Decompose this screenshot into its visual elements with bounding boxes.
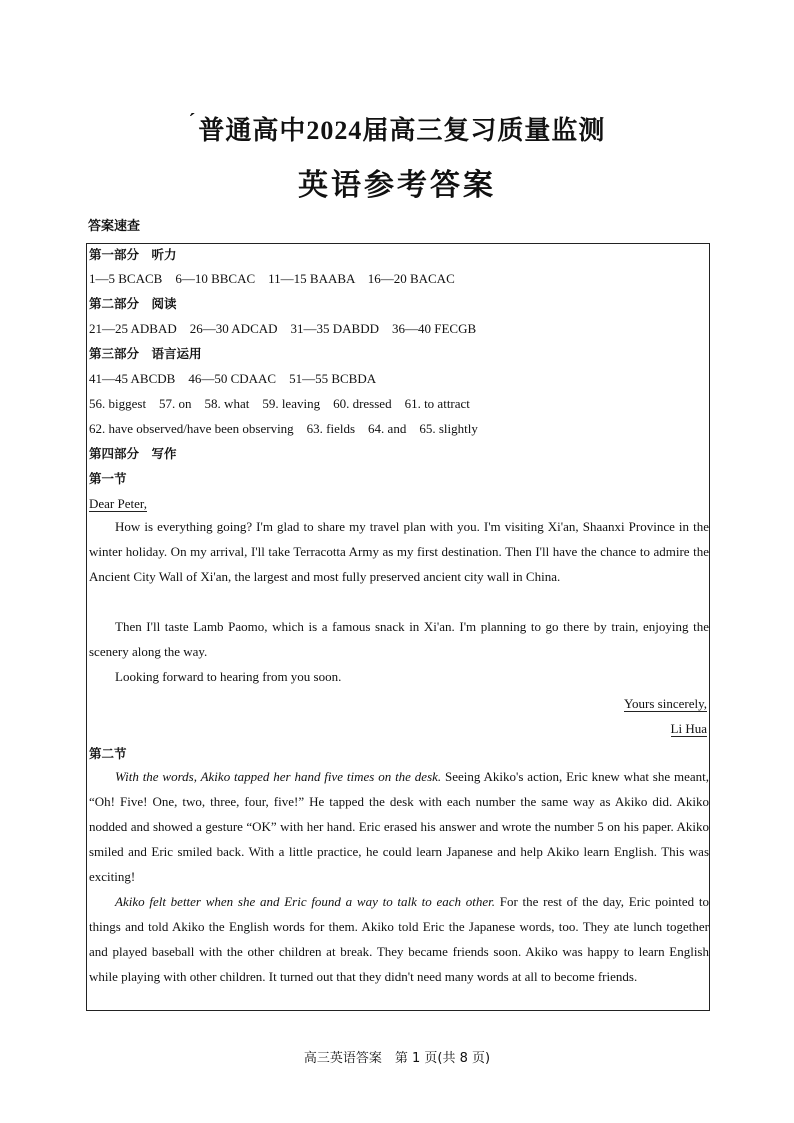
part1-answers: 1—5 BCACB 6—10 BBCAC 11—15 BAABA 16—20 BACAC — [89, 271, 455, 286]
page-subtitle: 英语参考答案 — [298, 168, 496, 203]
part4-heading: 第四部分 写作 — [89, 446, 177, 461]
story-paragraph-1-text: Seeing Akiko's action, Eric knew what she meant, “Oh! Five! One, two, three, four, five!” He tapped the desk with each number the same way as Akiko did. Akiko nodded and showed a gesture “OK” with her hand. Eric erased his answer and wrote the number 5 on his paper. Akiko smiled and Eric smiled back. With a little practice, he could learn Japanese and help Akiko learn English. This was exciting! — [89, 769, 709, 884]
section1-heading: 第一节 — [89, 471, 127, 486]
salutation-text: Dear Peter, — [89, 496, 147, 511]
letter-paragraph-1-text: How is everything going? I'm glad to share my travel plan with you. I'm visiting Xi'an, Shaanxi Province in the winter holiday. On my arrival, I'll take Terracotta Army as my first destination. Then I'll have the chance to admire the Ancient City Wall of Xi'an, the largest and most fully preserved ancient city wall in China. — [89, 519, 709, 584]
page-footer: 高三英语答案 第 1 页(共 8 页) — [303, 1051, 491, 1066]
part3-heading: 第三部分 语言运用 — [89, 346, 202, 361]
part3-answers-2: 56. biggest 57. on 58. what 59. leaving 60. dressed 61. to attract — [89, 396, 470, 411]
title-main: 普通高中2024届高三复习质量监测 — [198, 116, 606, 145]
letter-closing — [624, 696, 707, 712]
answer-quick-label: 答案速查 — [88, 219, 141, 234]
letter-paragraph-3 — [89, 664, 709, 689]
letter-salutation — [89, 496, 147, 512]
story-paragraph-2 — [89, 889, 709, 989]
part1-heading: 第一部分 听力 — [89, 247, 177, 262]
story-paragraph-1 — [89, 764, 709, 889]
story-paragraph-2-text: For the rest of the day, Eric pointed to things and told Akiko the English words for them. Akiko told Eric the Japanese words, too. They ate lunch together and played baseball with the other children at break. They became friends soon. Akiko was happy to learn English while playing with other children. It turned out that they didn't need many words at all to become friends. — [89, 894, 710, 984]
part3-answers-1: 41—45 ABCDB 46—50 CDAAC 51—55 BCBDA — [89, 371, 377, 386]
letter-paragraph-3-text: Looking forward to hearing from you soon. — [115, 669, 342, 684]
letter-paragraph-2 — [89, 614, 709, 664]
signature-text: Li Hua — [670, 721, 707, 736]
answer-box — [86, 243, 710, 1011]
part2-answers: 21—25 ADBAD 26—30 ADCAD 31—35 DABDD 36—40 FECGB — [89, 321, 477, 336]
letter-paragraph-2-text: Then I'll taste Lamb Paomo, which is a famous snack in Xi'an. I'm planning to go there by train, enjoying the scenery along the way. — [89, 619, 709, 659]
title-mark: ˊ — [188, 110, 197, 132]
story-paragraph-1-opening: With the words, Akiko tapped her hand five times on the desk. — [115, 769, 442, 784]
story-paragraph-2-opening: Akiko felt better when she and Eric found a way to talk to each other. — [115, 894, 496, 909]
part2-heading: 第二部分 阅读 — [89, 296, 177, 311]
closing-text: Yours sincerely, — [623, 696, 707, 711]
part3-answers-3: 62. have observed/have been observing 63. fields 64. and 65. slightly — [89, 421, 478, 436]
letter-paragraph-1 — [89, 514, 709, 589]
letter-signature — [671, 721, 707, 737]
section2-heading: 第二节 — [89, 746, 127, 761]
page-title — [0, 110, 794, 147]
